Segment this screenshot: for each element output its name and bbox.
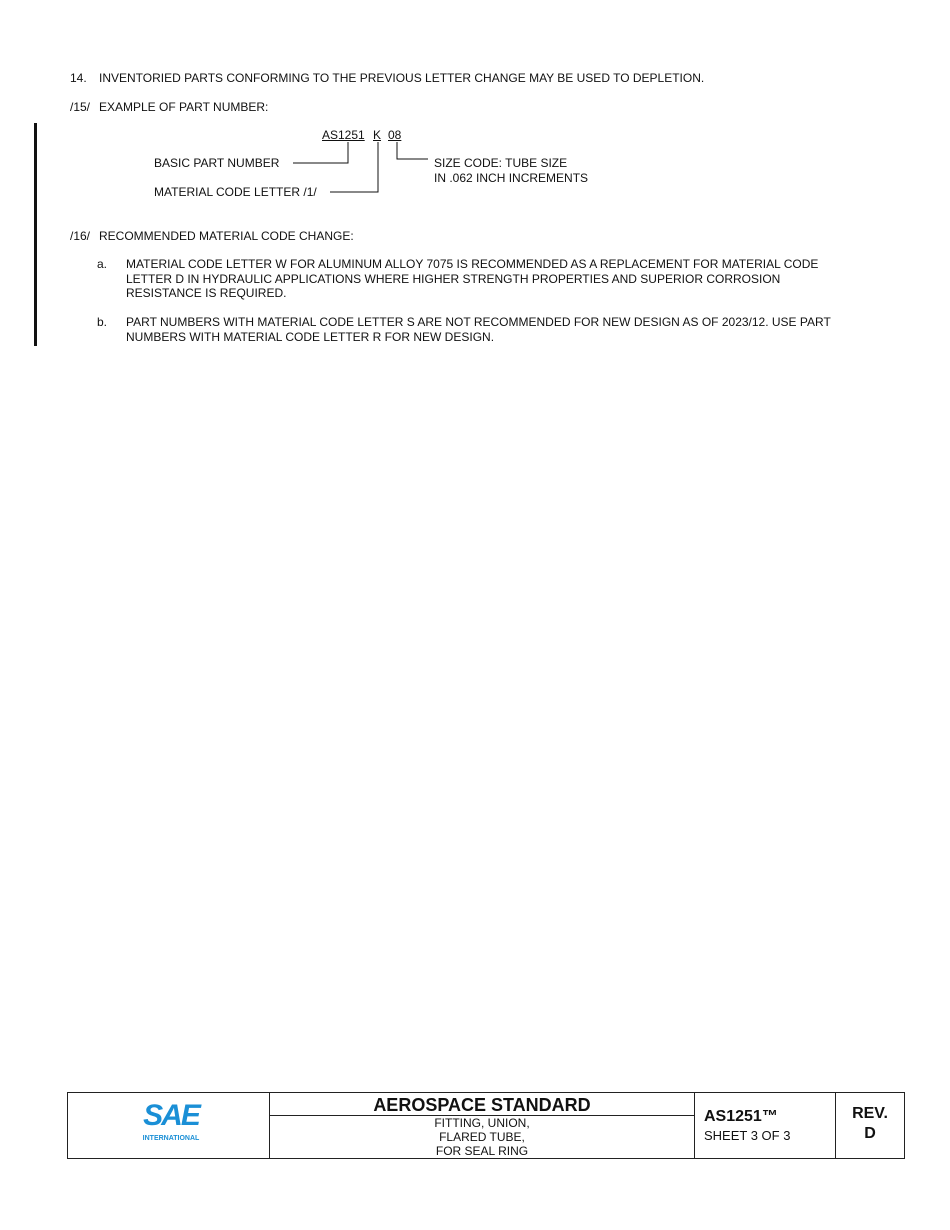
standard-title: AEROSPACE STANDARD [270,1093,694,1116]
revision-value: D [864,1125,876,1142]
note-16-text: RECOMMENDED MATERIAL CODE CHANGE: [99,229,354,243]
note-14-text: INVENTORIED PARTS CONFORMING TO THE PREVIOUS LETTER CHANGE MAY BE USED TO DEPLETION. [99,71,705,85]
note-16b-marker: b. [97,315,108,329]
document-number: AS1251™ [704,1108,778,1125]
revision-label: REV. [852,1105,888,1122]
note-16a-marker: a. [97,257,108,271]
note-15-text: EXAMPLE OF PART NUMBER: [99,100,269,114]
note-16b-text [126,315,831,344]
description-line: FITTING, UNION, [434,1116,530,1130]
sae-logo [68,1093,268,1158]
note-16a-line: RESISTANCE IS REQUIRED. [126,286,287,300]
part-basic-code: AS1251 [322,128,365,142]
note-16a-text [126,257,818,301]
size-leader-line [397,142,428,159]
note-16-number: /16/ [70,229,91,243]
basic-part-number-label: BASIC PART NUMBER [154,156,280,170]
document-number-cell [695,1093,836,1158]
note-16b-line: PART NUMBERS WITH MATERIAL CODE LETTER S ARE NOT RECOMMENDED FOR NEW DESIGN AS OF 2023/12. USE PART [126,315,831,329]
sheet-number: SHEET 3 OF 3 [704,1128,791,1143]
title-block [67,1092,905,1159]
part-size-code: 08 [388,128,402,142]
revision-cell [836,1093,904,1158]
standard-title-cell [270,1093,695,1158]
material-code-letter-label: MATERIAL CODE LETTER /1/ [154,185,317,199]
note-14-number: 14. [70,71,87,85]
note-16b-line: NUMBERS WITH MATERIAL CODE LETTER R FOR NEW DESIGN. [126,329,495,344]
note-16a-line: LETTER D IN HYDRAULIC APPLICATIONS WHERE HIGHER STRENGTH PROPERTIES AND SUPERIOR CORROSION [126,271,781,286]
sae-logo-mark: SAE [143,1099,199,1132]
description-line: FLARED TUBE, [439,1130,525,1144]
size-code-label-line1: SIZE CODE: TUBE SIZE [434,156,568,170]
size-code-label-line2: IN .062 INCH INCREMENTS [434,171,589,185]
leader-lines [0,0,950,210]
material-leader-line [330,142,378,192]
basic-leader-line [293,142,348,163]
sae-logo-cell [68,1093,270,1158]
standard-description [270,1116,694,1158]
note-16a-line: MATERIAL CODE LETTER W FOR ALUMINUM ALLOY 7075 IS RECOMMENDED AS A REPLACEMENT FOR MATERIAL CODE [126,257,819,271]
note-15-number: /15/ [70,100,91,114]
part-number-diagram [0,0,950,210]
sae-logo-subtext: INTERNATIONAL [142,1135,200,1142]
part-material-code: K [373,128,382,142]
description-line: FOR SEAL RING [435,1144,529,1158]
